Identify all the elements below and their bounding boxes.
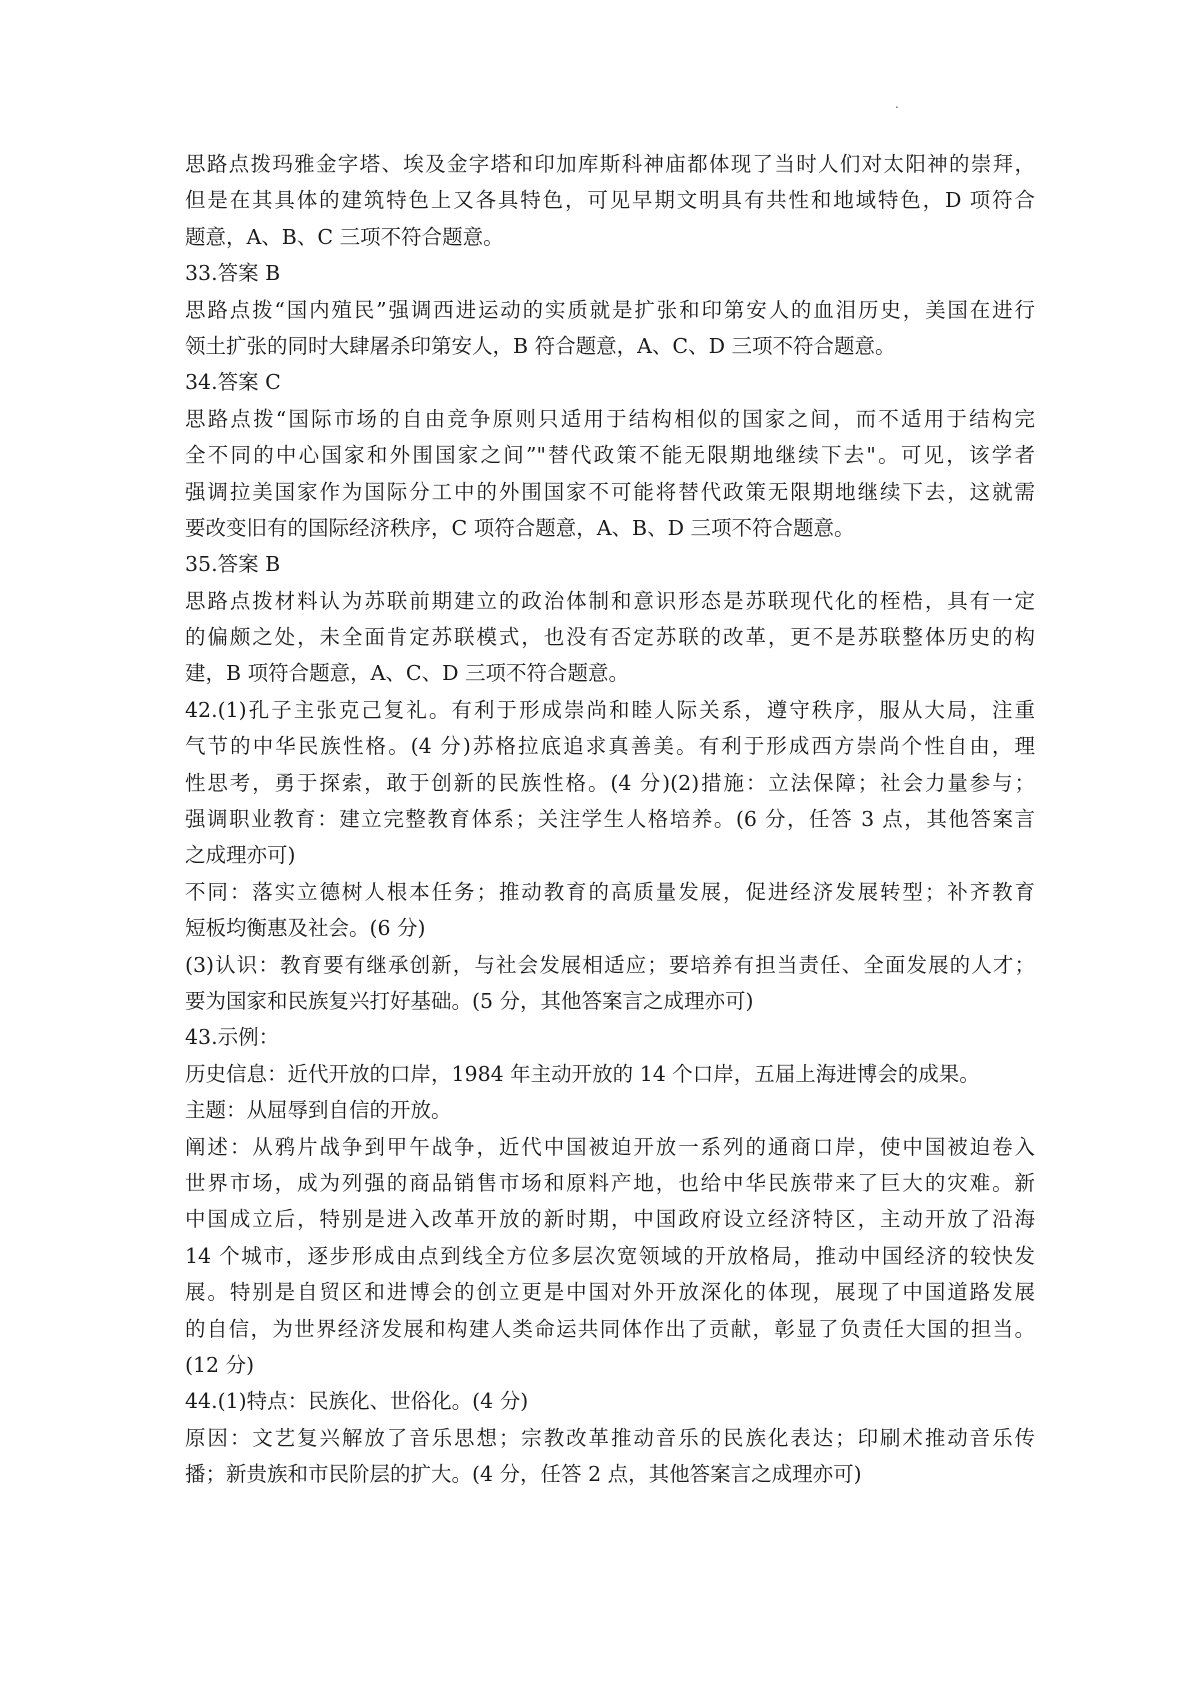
text-line: 性思考，勇于探索，敢于创新的民族性格。(4 分)(2)措施：立法保障；社会力量参与； [185,770,1035,795]
text-line: 主题：从屈辱到自信的开放。 [185,1098,452,1123]
text-line: 33.答案 B [185,261,281,286]
text-line: 强调拉美国家作为国际分工中的外围国家不可能将替代政策无限期地继续下去，这就需 [185,479,1035,504]
text-line: 历史信息：近代开放的口岸，1984 年主动开放的 14 个口岸，五届上海进博会的成果。 [185,1061,980,1086]
text-line: 建，B 项符合题意，A、C、D 三项不符合题意。 [185,661,630,686]
corner-mark: . [895,97,899,111]
text-line: 思路点拨“国际市场的自由竞争原则只适用于结构相似的国家之间，而不适用于结构完 [185,406,1035,431]
text-line: 原因：文艺复兴解放了音乐思想；宗教改革推动音乐的民族化表达；印刷术推动音乐传 [185,1425,1035,1450]
text-line: 要改变旧有的国际经济秩序，C 项符合题意，A、B、D 三项不符合题意。 [185,515,855,540]
text-line: 思路点拨“国内殖民”强调西进运动的实质就是扩张和印第安人的血泪历史，美国在进行 [185,297,1035,322]
text-line: 世界市场，成为列强的商品销售市场和原料产地，也给中华民族带来了巨大的灾难。新 [185,1170,1035,1195]
text-line: 35.答案 B [185,552,281,577]
text-line: 全不同的中心国家和外围国家之间”"替代政策不能无限期地继续下去"。可见，该学者 [185,443,1035,468]
text-line: 43.示例： [185,1025,280,1050]
text-line: 42.(1)孔子主张克己复礼。有利于形成崇尚和睦人际关系，遵守秩序，服从大局，注重 [185,697,1035,722]
text-line: (12 分) [185,1352,255,1377]
text-line: 展。特别是自贸区和进博会的创立更是中国对外开放深化的体现，展现了中国道路发展 [185,1280,1035,1305]
text-line: 的自信，为世界经济发展和构建人类命运共同体作出了贡献，彰显了负责任大国的担当。 [185,1316,1035,1341]
text-line: 34.答案 C [185,370,281,395]
text-line: 不同：落实立德树人根本任务；推动教育的高质量发展，促进经济发展转型；补齐教育 [185,879,1035,904]
text-line: 短板均衡惠及社会。(6 分) [185,916,426,941]
text-line: 领土扩张的同时大肆屠杀印第安人，B 符合题意，A、C、D 三项不符合题意。 [185,333,896,358]
text-line: 思路点拨材料认为苏联前期建立的政治体制和意识形态是苏联现代化的桎梏，具有一定 [185,588,1035,613]
text-line: 之成理亦可) [185,843,296,868]
answer-text-body [185,146,1035,1492]
text-line: 思路点拨玛雅金字塔、埃及金字塔和印加库斯科神庙都体现了当时人们对太阳神的崇拜， [185,152,1035,176]
text-line: 题意，A、B、C 三项不符合题意。 [185,224,504,249]
text-line: 强调职业教育：建立完整教育体系；关注学生人格培养。(6 分，任答 3 点，其他答案言 [185,807,1035,832]
text-line: 阐述：从鸦片战争到甲午战争，近代中国被迫开放一系列的通商口岸，使中国被迫卷入 [185,1134,1035,1159]
text-line: 气节的中华民族性格。(4 分)苏格拉底追求真善美。有利于形成西方崇尚个性自由，理 [185,734,1035,759]
text-line: 中国成立后，特别是进入改革开放的新时期，中国政府设立经济特区，主动开放了沿海 [185,1207,1035,1232]
text-line: 14 个城市，逐步形成由点到线全方位多层次宽领域的开放格局，推动中国经济的较快发 [185,1243,1035,1268]
text-line: 的偏颇之处，未全面肯定苏联模式，也没有否定苏联的改革，更不是苏联整体历史的构 [185,625,1035,650]
text-line: (3)认识：教育要有继承创新，与社会发展相适应；要培养有担当责任、全面发展的人才； [185,952,1035,977]
text-line: 44.(1)特点：民族化、世俗化。(4 分) [185,1389,529,1414]
text-line: 要为国家和民族复兴打好基础。(5 分，其他答案言之成理亦可) [185,988,754,1013]
text-line: 播；新贵族和市民阶层的扩大。(4 分，任答 2 点，其他答案言之成理亦可) [185,1462,862,1487]
text-line: 但是在其具体的建筑特色上又各具特色，可见早期文明具有共性和地域特色，D 项符合 [185,188,1035,213]
